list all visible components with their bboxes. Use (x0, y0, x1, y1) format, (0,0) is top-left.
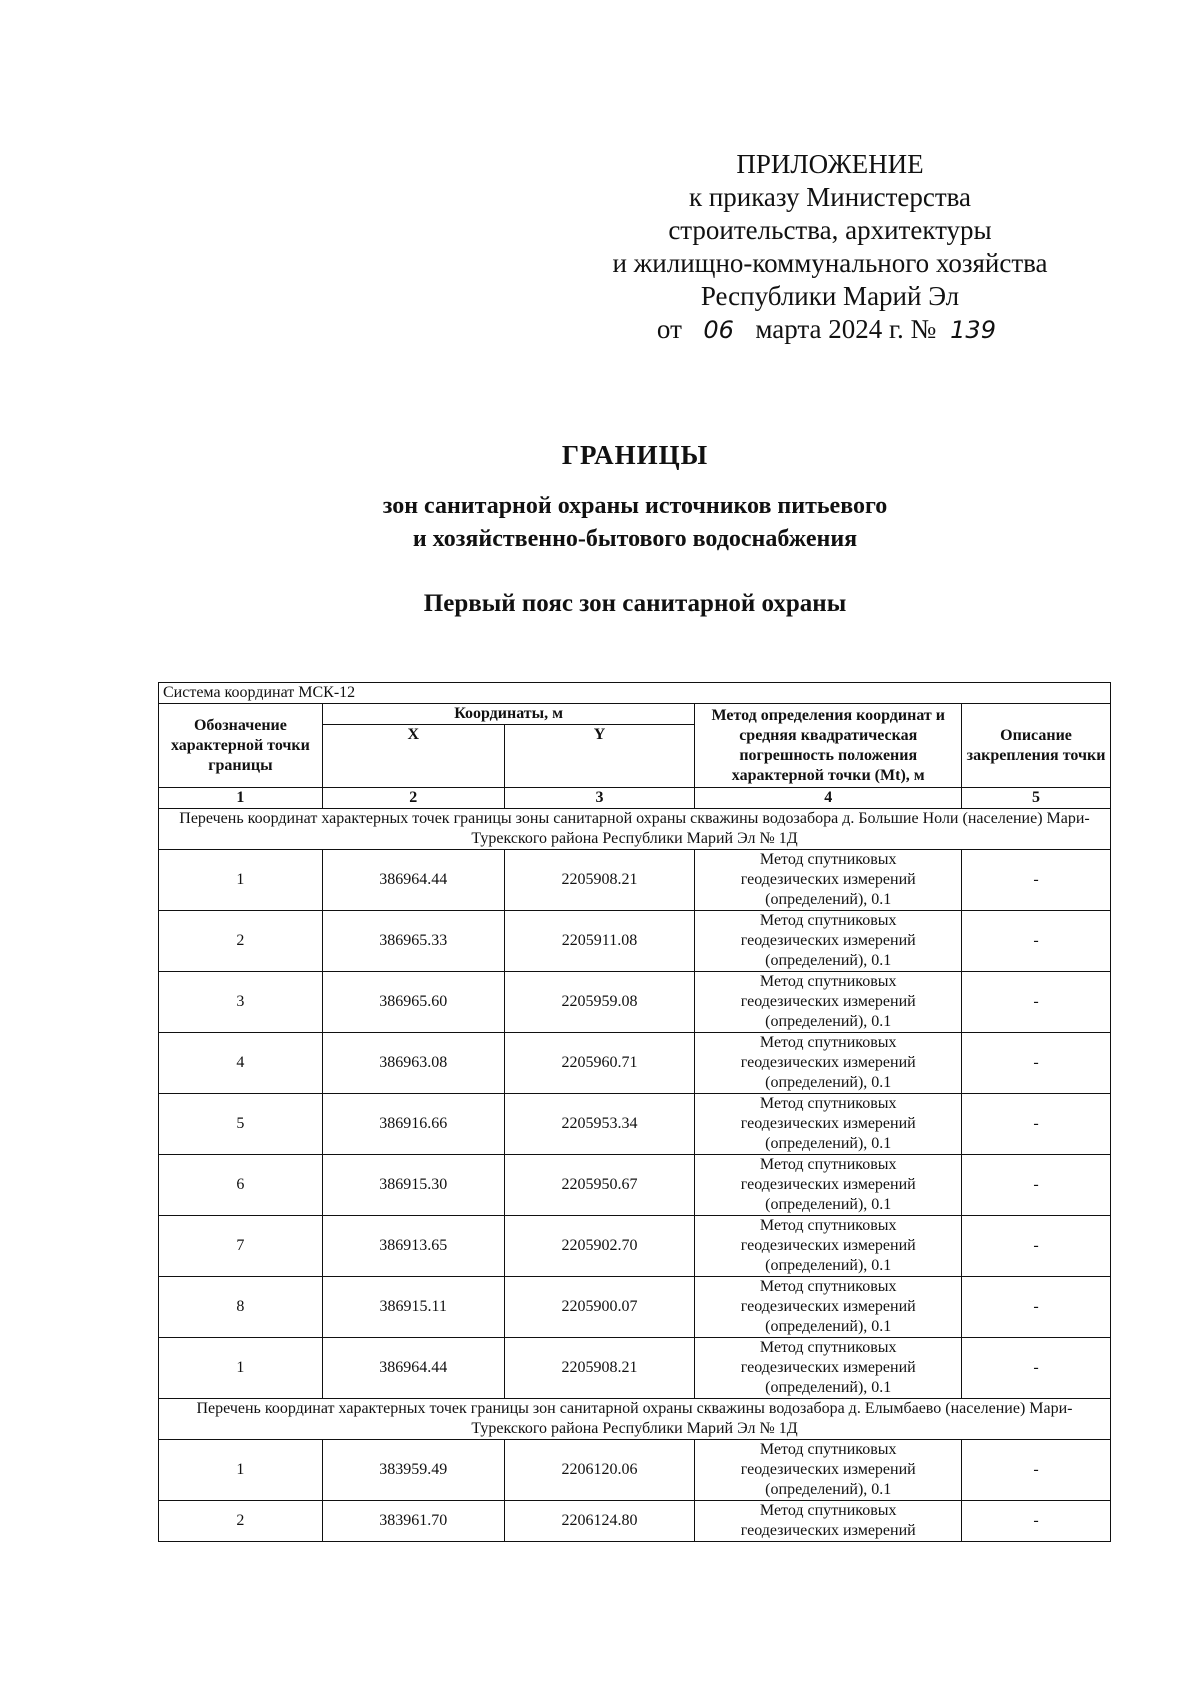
method-text: геодезических измерений (740, 1115, 916, 1132)
method-cell (695, 1338, 962, 1399)
fixing-cell: - (962, 972, 1111, 1033)
column-number: 2 (322, 788, 504, 809)
header-coords: Координаты, м (322, 704, 695, 725)
method-text: (определений), 0.1 (765, 1196, 892, 1213)
column-number-row (159, 788, 1111, 809)
method-text: Метод спутниковых (759, 1502, 897, 1519)
coord-system-row (159, 683, 1111, 704)
date-prefix: от (656, 314, 682, 344)
table-row (159, 1440, 1111, 1501)
point-number: 4 (159, 1033, 323, 1094)
fixing-cell: - (962, 1094, 1111, 1155)
header-method: Метод определения координат и средняя квадратическая погрешность положения характерной точки (Mt), м (695, 704, 962, 788)
coord-x: 386964.44 (322, 1338, 504, 1399)
coord-x: 386915.30 (322, 1155, 504, 1216)
coord-y: 2205950.67 (504, 1155, 695, 1216)
method-text: геодезических измерений (740, 993, 916, 1010)
method-text: Метод спутниковых (759, 1217, 897, 1234)
method-text: Метод спутниковых (759, 851, 897, 868)
method-text: геодезических измерений (740, 1461, 916, 1478)
coord-y: 2205911.08 (504, 911, 695, 972)
fixing-cell: - (962, 850, 1111, 911)
appendix-block (560, 148, 1100, 347)
point-number: 2 (159, 1501, 323, 1542)
coord-x: 386965.33 (322, 911, 504, 972)
method-cell (695, 1440, 962, 1501)
point-number: 1 (159, 1338, 323, 1399)
coord-y: 2206124.80 (504, 1501, 695, 1542)
coord-x: 386964.44 (322, 850, 504, 911)
document-title: ГРАНИЦЫ (561, 440, 709, 470)
header-row (159, 704, 1111, 725)
method-text: геодезических измерений (740, 932, 916, 949)
point-number: 1 (159, 850, 323, 911)
table-row (159, 1155, 1111, 1216)
fixing-cell: - (962, 1216, 1111, 1277)
method-cell (695, 1501, 962, 1542)
method-text: геодезических измерений (740, 1176, 916, 1193)
coord-system-label: Система координат МСК-12 (159, 683, 1111, 704)
method-text: (определений), 0.1 (765, 1481, 892, 1498)
date-middle: марта 2024 г. № (755, 314, 937, 344)
point-number: 5 (159, 1094, 323, 1155)
coord-x: 386965.60 (322, 972, 504, 1033)
table-row (159, 1277, 1111, 1338)
table-row (159, 911, 1111, 972)
method-text: (определений), 0.1 (765, 952, 892, 969)
coord-y: 2205900.07 (504, 1277, 695, 1338)
method-text: Метод спутниковых (759, 1339, 897, 1356)
appendix-line: и жилищно-коммунального хозяйства (612, 248, 1048, 278)
column-number: 4 (695, 788, 962, 809)
table-row (159, 1033, 1111, 1094)
method-cell (695, 972, 962, 1033)
fixing-cell: - (962, 1155, 1111, 1216)
fixing-cell: - (962, 1440, 1111, 1501)
method-text: геодезических измерений (740, 1359, 916, 1376)
point-number: 2 (159, 911, 323, 972)
section-header-row (159, 809, 1111, 850)
method-text: (определений), 0.1 (765, 891, 892, 908)
method-text: геодезических измерений (740, 1298, 916, 1315)
handwritten-number: 139 (950, 316, 996, 344)
method-cell (695, 850, 962, 911)
fixing-cell: - (962, 1338, 1111, 1399)
coord-y: 2205953.34 (504, 1094, 695, 1155)
method-text: (определений), 0.1 (765, 1135, 892, 1152)
method-cell (695, 1277, 962, 1338)
table-row (159, 1338, 1111, 1399)
method-text: Метод спутниковых (759, 1278, 897, 1295)
method-text: (определений), 0.1 (765, 1379, 892, 1396)
method-text: Метод спутниковых (759, 1095, 897, 1112)
table-row (159, 1501, 1111, 1542)
section-title: Перечень координат характерных точек границы зоны санитарной охраны скважины водозабора д. Большие Ноли (население) Мари-Турекского района Республики Марий Эл № 1Д (159, 809, 1111, 850)
coord-y: 2205959.08 (504, 972, 695, 1033)
method-text: Метод спутниковых (759, 1441, 897, 1458)
header-y: Y (504, 725, 695, 788)
method-text: геодезических измерений (740, 1522, 916, 1539)
coordinates-table (158, 682, 1111, 1542)
appendix-heading: ПРИЛОЖЕНИЕ (736, 149, 924, 179)
point-number: 7 (159, 1216, 323, 1277)
subtitle-line-1: зон санитарной охраны источников питьевого (382, 493, 888, 519)
method-text: Метод спутниковых (759, 1156, 897, 1173)
appendix-date-line (560, 313, 1100, 347)
point-number: 8 (159, 1277, 323, 1338)
fixing-cell: - (962, 1033, 1111, 1094)
point-number: 3 (159, 972, 323, 1033)
table-row (159, 1094, 1111, 1155)
handwritten-day: 06 (703, 316, 734, 344)
method-text: (определений), 0.1 (765, 1257, 892, 1274)
coord-x: 386915.11 (322, 1277, 504, 1338)
header-point: Обозначение характерной точки границы (159, 704, 323, 788)
method-text: геодезических измерений (740, 871, 916, 888)
coord-x: 386913.65 (322, 1216, 504, 1277)
coord-y: 2206120.06 (504, 1440, 695, 1501)
method-text: геодезических измерений (740, 1237, 916, 1254)
document-subtitle (0, 490, 1200, 556)
appendix-line: к приказу Министерства (688, 182, 972, 212)
coord-y: 2205908.21 (504, 1338, 695, 1399)
belt-title: Первый пояс зон санитарной охраны (423, 590, 847, 617)
table-body (159, 809, 1111, 1542)
point-number: 6 (159, 1155, 323, 1216)
fixing-cell: - (962, 1501, 1111, 1542)
fixing-cell: - (962, 1277, 1111, 1338)
method-text: Метод спутниковых (759, 973, 897, 990)
method-cell (695, 1155, 962, 1216)
column-number: 3 (504, 788, 695, 809)
subtitle-line-2: и хозяйственно-бытового водоснабжения (412, 526, 858, 552)
method-cell (695, 911, 962, 972)
point-number: 1 (159, 1440, 323, 1501)
coord-x: 386963.08 (322, 1033, 504, 1094)
method-cell (695, 1094, 962, 1155)
method-text: Метод спутниковых (759, 1034, 897, 1051)
method-text: (определений), 0.1 (765, 1318, 892, 1335)
table-row (159, 972, 1111, 1033)
coord-x: 383961.70 (322, 1501, 504, 1542)
method-text: геодезических измерений (740, 1054, 916, 1071)
table-row (159, 1216, 1111, 1277)
method-text: Метод спутниковых (759, 912, 897, 929)
method-text: (определений), 0.1 (765, 1074, 892, 1091)
column-number: 5 (962, 788, 1111, 809)
coord-y: 2205908.21 (504, 850, 695, 911)
appendix-line: строительства, архитектуры (668, 215, 992, 245)
coord-y: 2205902.70 (504, 1216, 695, 1277)
header-fixing: Описание закрепления точки (962, 704, 1111, 788)
method-text: (определений), 0.1 (765, 1013, 892, 1030)
method-cell (695, 1216, 962, 1277)
section-title: Перечень координат характерных точек границы зон санитарной охраны скважины водозабора д. Елымбаево (население) Мари-Турекского района Республики Марий Эл № 1Д (159, 1399, 1111, 1440)
coord-x: 383959.49 (322, 1440, 504, 1501)
table-row (159, 850, 1111, 911)
column-number: 1 (159, 788, 323, 809)
coord-y: 2205960.71 (504, 1033, 695, 1094)
coord-x: 386916.66 (322, 1094, 504, 1155)
section-header-row (159, 1399, 1111, 1440)
appendix-line: Республики Марий Эл (700, 281, 960, 311)
fixing-cell: - (962, 911, 1111, 972)
method-cell (695, 1033, 962, 1094)
header-x: X (322, 725, 504, 788)
